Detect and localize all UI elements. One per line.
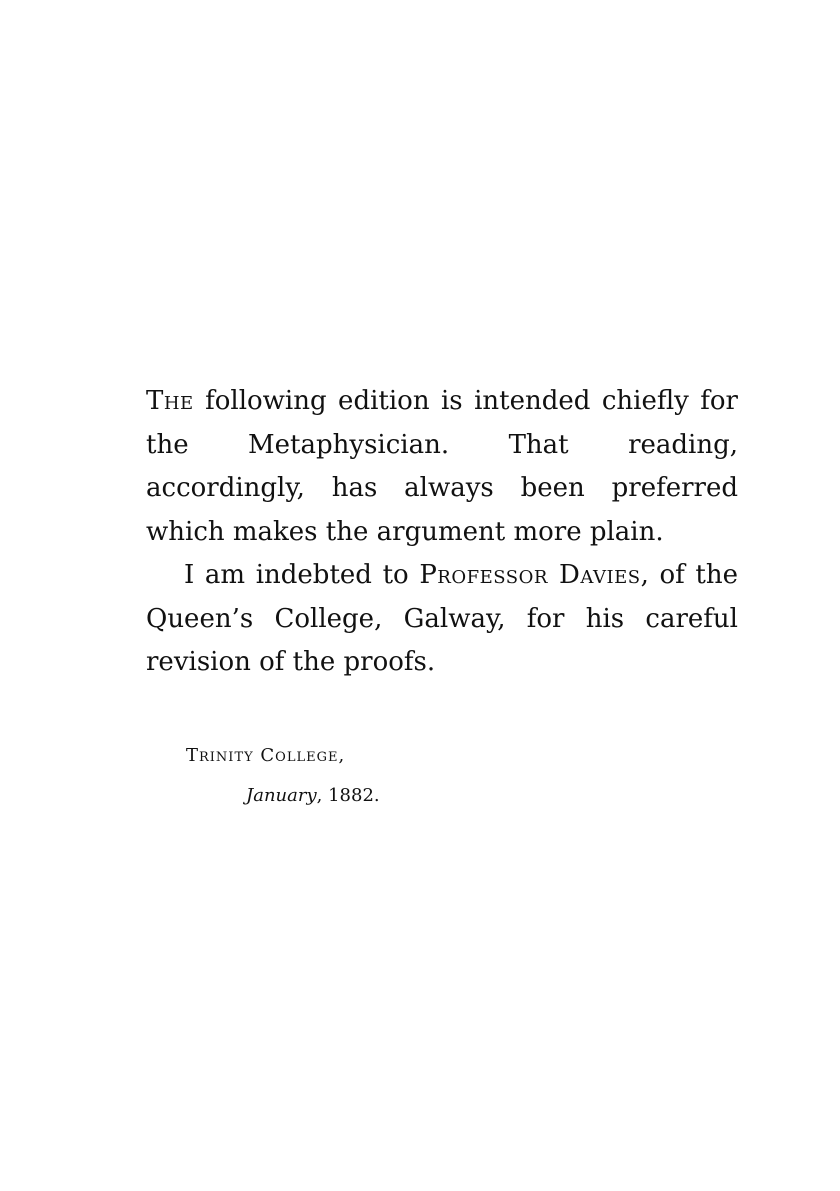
preface-paragraph-2 [146,554,738,685]
paragraph-1-text: following edition is intended chiefly for the Metaphysician. That reading, accordingly, has always been preferred which makes the argument more plain. [146,386,738,547]
signoff-date [186,776,380,816]
signoff [186,736,380,816]
opening-word: The [146,386,194,416]
professor-name: Professor Davies [419,560,641,590]
signoff-year: , 1882. [316,785,380,806]
paragraph-2-text-before: I am indebted to [184,560,420,590]
signoff-month: January [246,785,317,806]
paragraph-2-text-after: , of the Queen’s College, Galway, for his careful revision of the proofs. [146,560,738,677]
signoff-place: Trinity College, [186,745,346,766]
preface-body [146,380,738,685]
preface-paragraph-1 [146,380,738,554]
